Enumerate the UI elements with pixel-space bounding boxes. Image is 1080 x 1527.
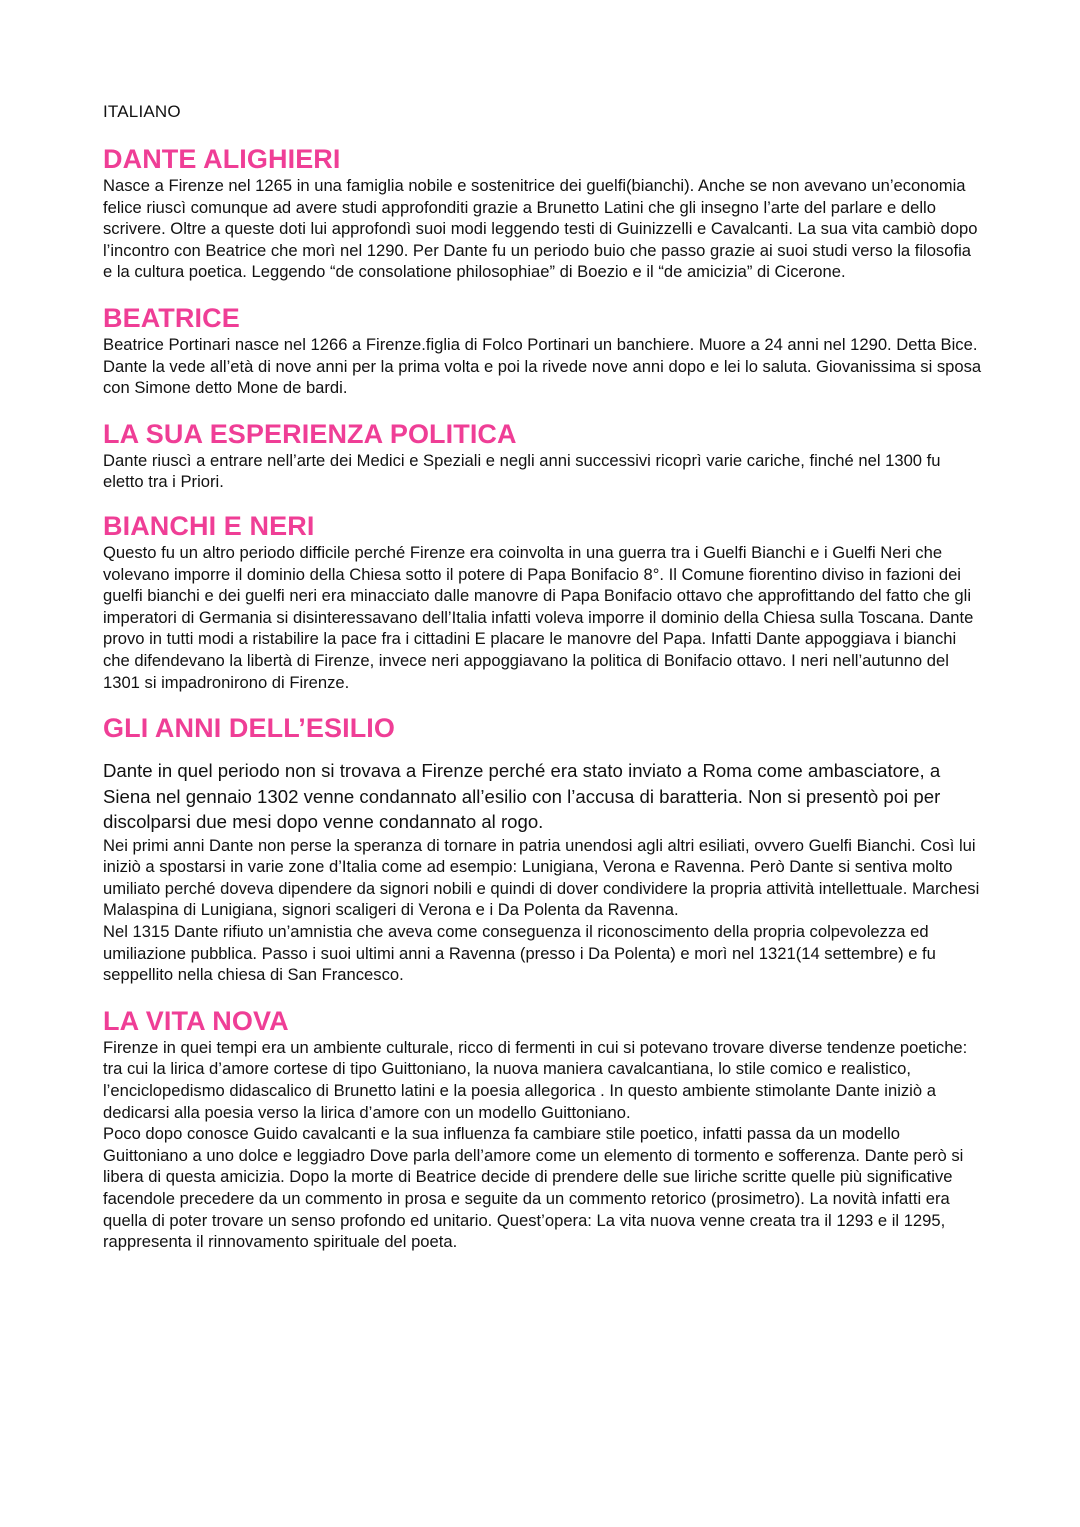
section-paragraph: Beatrice Portinari nasce nel 1266 a Firenze.figlia di Folco Portinari un banchiere. Muore a 24 anni nel 1290. Detta Bice. <box>103 334 978 354</box>
section-title: LA SUA ESPERIENZA POLITICA <box>103 418 517 449</box>
section-bianchi-e-neri <box>103 511 983 693</box>
section-paragraph: Poco dopo conosce Guido cavalcanti e la sua influenza fa cambiare stile poetico, infatti passa da un modello Guittoniano a uno dolce e leggiadro Dove parla dell’amore come un elemento di tormento e sofferenza. Dante però si libera di questa amicizia. Dopo la morte di Beatrice decide di prendere delle sue liriche scritte quelle più significative facendole precedere da un commento in prosa e seguite da un commento retorico (prosimetro). La novità infatti era quella di poter trovare un senso profondo ed unitario. Quest’opera: La vita nuova venne creata tra il 1293 e il 1295, rappresenta il rinnovamento spirituale del poeta. <box>103 1124 964 1252</box>
section-paragraph: Questo fu un altro periodo difficile perché Firenze era coinvolta in una guerra tra i Guelfi Bianchi e i Guelfi Neri che volevano imporre il dominio della Chiesa sotto il potere di Papa Bonifacio 8°. Il Comune fiorentino diviso in fazioni dei guelfi bianchi e dei guelfi neri era minacciato dalle manovre di Papa Bonifacio ottavo che approfittando del fatto che gli imperatori di Germania si disinteressavano dell’Italia infatti voleva imporre il dominio della Chiesa sulla Toscana. Dante provo in tutti modi a ristabilire la pace fra i cittadini E placare le manovre del Papa. Infatti Dante appoggiava i bianchi che difendevano la libertà di Firenze, invece neri appoggiavano la politica di Bonifacio ottavo. I neri nell’autunno del 1301 si impadronirono di Firenze. <box>103 542 974 692</box>
section-title: GLI ANNI DELL’ESILIO <box>103 713 396 744</box>
section-title: DANTE ALIGHIERI <box>103 144 341 174</box>
section-anni-esilio <box>103 713 983 986</box>
section-paragraph: Nasce a Firenze nel 1265 in una famiglia nobile e sostenitrice dei guelfi(bianchi). Anche se non avevano un’economia felice riuscì comunque ad avere studi approfonditi grazie a Brunetto Latini che gli insegno l’arte del parlare e dello scrivere. Oltre a queste doti lui approfondì suoi modi leggendo testi di Guinizzelli e Cavalcanti. La sua vita cambiò dopo l’incontro con Beatrice che morì nel 1290. Per Dante fu un periodo buio che passo grazie ai suoi studi verso la filosofia e la cultura poetica. Leggendo “de consolatione philosophiae” di Boezio e il “de amicizia” di Cicerone. <box>103 176 978 282</box>
subject-label: ITALIANO <box>103 102 181 121</box>
section-title: BIANCHI E NERI <box>103 510 315 541</box>
section-dante-alighieri <box>103 144 983 283</box>
section-paragraph: Dante riuscì a entrare nell’arte dei Medici e Speziali e negli anni successivi ricoprì varie cariche, finché nel 1300 fu eletto tra i Priori. <box>103 450 941 492</box>
section-paragraph: Firenze in quei tempi era un ambiente culturale, ricco di fermenti in cui si potevano trovare diverse tendenze poetiche: tra cui la lirica d’amore cortese di tipo Guittoniano, la nuova maniera cavalcantiana, lo stile comico e realistico, l’enciclopedismo didascalico di Brunetto latini e la poesia allegorica . In questo ambiente stimolante Dante iniziò a dedicarsi alla poesia verso la lirica d’amore con un modello Guittoniano. <box>103 1037 968 1122</box>
section-title: LA VITA NOVA <box>103 1005 289 1036</box>
section-beatrice <box>103 303 983 399</box>
section-esperienza-politica <box>103 419 983 493</box>
document-page <box>103 100 983 1253</box>
section-vita-nova <box>103 1006 983 1253</box>
section-paragraph: Dante la vede all’età di nove anni per la prima volta e poi la rivede nove anni dopo e lei lo saluta. Giovanissima si sposa con Simone detto Mone de bardi. <box>103 356 982 398</box>
section-intro-paragraph: Dante in quel periodo non si trovava a Firenze perché era stato inviato a Roma come ambasciatore, a Siena nel gennaio 1302 venne condannato all’esilio con l’accusa di baratteria. Non si presentò poi per discolparsi due mesi dopo venne condannato al rogo. <box>103 760 941 833</box>
section-title: BEATRICE <box>103 302 240 333</box>
section-paragraph: Nei primi anni Dante non perse la speranza di tornare in patria unendosi agli altri esiliati, ovvero Guelfi Bianchi. Così lui iniziò a spostarsi in varie zone d’Italia come ad esempio: Lunigiana, Verona e Ravenna. Però Dante si sentiva molto umiliato perché doveva dipendere da signori nobili e quindi di dover condividere la propria attività intellettuale. Marchesi Malaspina di Lunigiana, signori scaligeri di Verona e i Da Polenta da Ravenna. <box>103 835 980 920</box>
section-paragraph: Nel 1315 Dante rifiuto un’amnistia che aveva come conseguenza il riconoscimento della propria colpevolezza ed umiliazione pubblica. Passo i suoi ultimi anni a Ravenna (presso i Da Polenta) e morì nel 1321(14 settembre) e fu seppellito nella chiesa di San Francesco. <box>103 921 936 985</box>
